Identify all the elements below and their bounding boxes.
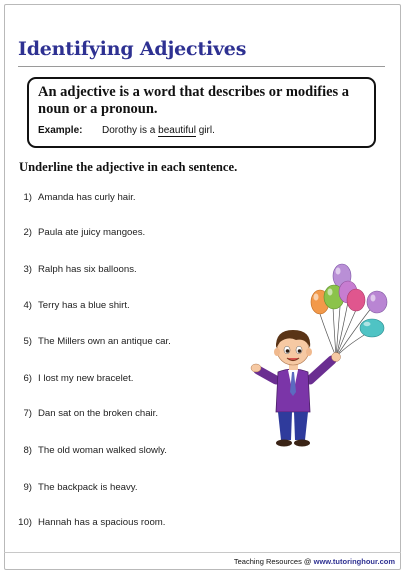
example-sentence [102, 125, 215, 136]
boy-with-balloons-illustration [248, 262, 393, 450]
question-number: 6) [23, 373, 32, 384]
example-label: Example: [38, 125, 83, 136]
question-sentence[interactable]: Paula ate juicy mangoes. [38, 227, 146, 238]
question-number: 5) [23, 336, 32, 347]
question-number: 2) [23, 227, 32, 238]
balloon-pink [347, 289, 365, 311]
question-sentence[interactable]: Dan sat on the broken chair. [38, 408, 158, 419]
question-sentence[interactable]: Amanda has curly hair. [38, 192, 136, 203]
question-number: 10) [18, 517, 32, 528]
example-adjective: beautiful [158, 125, 196, 136]
footer-prefix: Teaching Resources @ [233, 557, 314, 566]
question-number: 8) [23, 445, 32, 456]
question-number: 9) [23, 482, 32, 493]
footer [0, 557, 395, 566]
example-before: Dorothy is a [102, 125, 159, 136]
question-sentence[interactable]: I lost my new bracelet. [38, 373, 134, 384]
question-sentence[interactable]: The old woman walked slowly. [38, 445, 167, 456]
question-number: 7) [23, 408, 32, 419]
instruction-text: Underline the adjective in each sentence. [19, 160, 238, 174]
question-sentence[interactable]: The backpack is heavy. [38, 482, 138, 493]
balloon-lilac [367, 291, 387, 313]
footer-divider [4, 552, 401, 553]
boy-figure [251, 330, 341, 447]
balloon-teal [360, 319, 384, 337]
question-number: 3) [23, 264, 32, 275]
footer-website-link[interactable]: www.tutoringhour.com [313, 557, 395, 566]
question-sentence[interactable]: Hannah has a spacious room. [38, 517, 166, 528]
question-sentence[interactable]: Terry has a blue shirt. [38, 300, 130, 311]
definition-text: An adjective is a word that describes or modifies a noun or a pronoun. [38, 84, 350, 117]
question-number: 1) [23, 192, 32, 203]
question-sentence[interactable]: The Millers own an antique car. [38, 336, 171, 347]
question-number: 4) [23, 300, 32, 311]
page-title: Identifying Adjectives [18, 38, 247, 60]
question-sentence[interactable]: Ralph has six balloons. [38, 264, 137, 275]
example-after: girl. [195, 125, 215, 136]
title-divider [18, 66, 385, 67]
